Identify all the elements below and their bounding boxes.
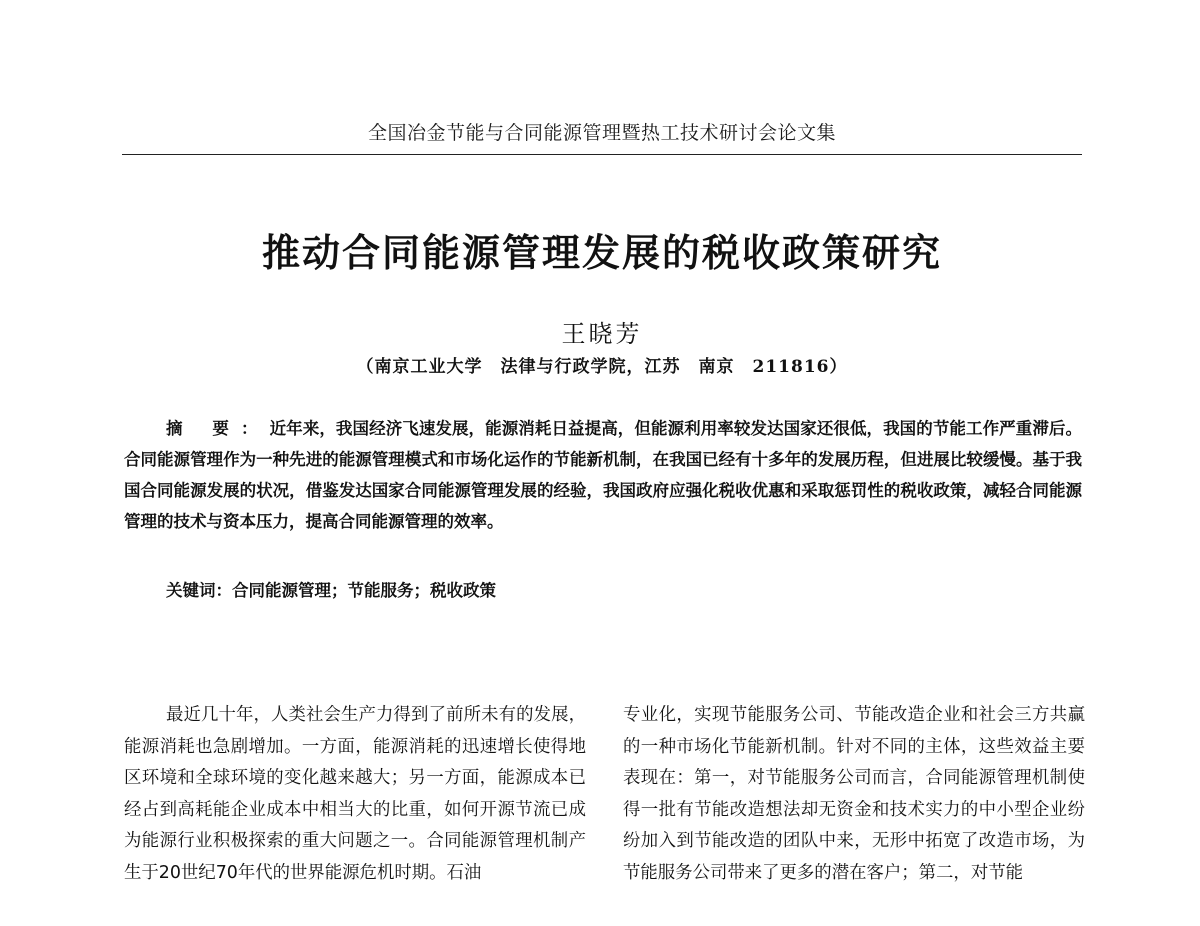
- abstract-text: 近年来，我国经济飞速发展，能源消耗日益提高，但能源利用率较发达国家还很低，我国的节能工作严重滞后。合同能源管理作为一种先进的能源管理模式和市场化运作的节能新机制，在我国已经有十多年的发展历程，但进展比较缓慢。基于我国合同能源发展的状况，借鉴发达国家合同能源管理发展的经验，我国政府应强化税收优惠和采取惩罚性的税收政策，减轻合同能源管理的技术与资本压力，提高合同能源管理的效率。: [124, 419, 1083, 531]
- keywords: [166, 575, 1082, 606]
- keywords-label: 关键词：: [166, 581, 232, 600]
- body-right-column: 专业化，实现节能服务公司、节能改造企业和社会三方共赢的一种市场化节能新机制。针对不同的主体，这些效益主要表现在：第一，对节能服务公司而言，合同能源管理机制使得一批有节能改造想法却无资金和技术实力的中小型企业纷纷加入到节能改造的团队中来，无形中拓宽了改造市场，为节能服务公司带来了更多的潜在客户；第二，对节能: [623, 705, 1085, 883]
- body-left-column: 最近几十年，人类社会生产力得到了前所未有的发展，能源消耗也急剧增加。一方面，能源消耗的迅速增长使得地区环境和全球环境的变化越来越大；另一方面，能源成本已经占到高耗能企业成本中相当大的比重，如何开源节流已成为能源行业积极探索的重大问题之一。合同能源管理机制产生于20世纪70年代的世界能源危机时期。石油: [124, 705, 586, 883]
- author-affiliation: （南京工业大学 法律与行政学院，江苏 南京 211816）: [356, 357, 848, 377]
- header-divider: [122, 154, 1082, 155]
- paper-title: 推动合同能源管理发展的税收政策研究: [261, 231, 942, 275]
- author-name: 王晓芳: [561, 320, 643, 348]
- abstract: [124, 413, 1082, 537]
- running-header: 全国冶金节能与合同能源管理暨热工技术研讨会论文集: [367, 122, 836, 144]
- abstract-label: 摘 要：: [166, 419, 270, 438]
- keywords-text: 合同能源管理；节能服务；税收政策: [232, 581, 496, 600]
